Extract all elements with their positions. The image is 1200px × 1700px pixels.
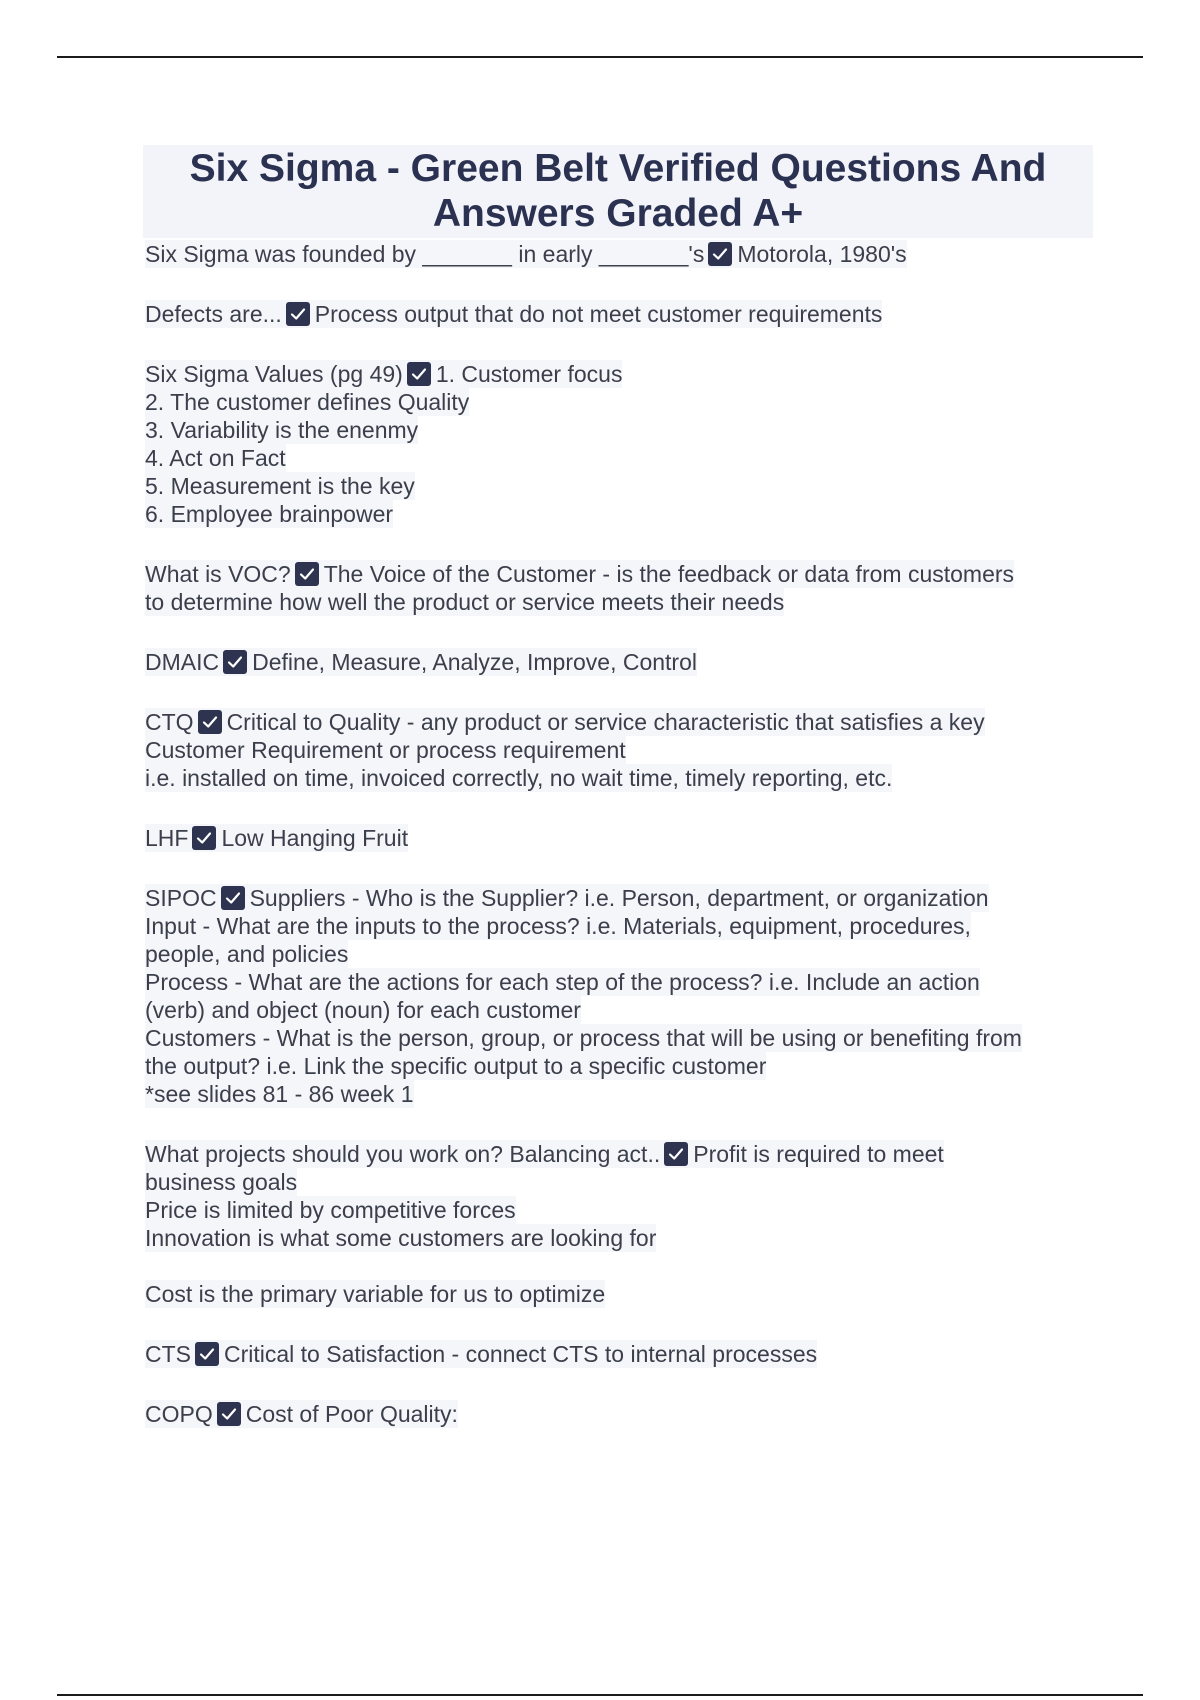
- answer-text: Suppliers - Who is the Supplier? i.e. Person, department, or organization: [249, 885, 989, 911]
- document-title: [143, 145, 1093, 236]
- checkmark-box-icon: [221, 886, 245, 910]
- qa-first-line: [145, 884, 989, 912]
- checkmark-box-icon: [295, 562, 319, 586]
- answer-text: Customers - What is the person, group, or process that will be using or benefiting from: [145, 1025, 1022, 1051]
- question-text: DMAIC: [145, 649, 220, 675]
- qa-entry: [145, 884, 1085, 1108]
- qa-entry: [145, 648, 1085, 676]
- qa-entry: [145, 360, 1085, 528]
- answer-text: Input - What are the inputs to the process? i.e. Materials, equipment, procedures,: [145, 913, 971, 939]
- checkmark-box-icon: [195, 1342, 219, 1366]
- answer-text: Critical to Satisfaction - connect CTS to internal processes: [224, 1341, 818, 1367]
- question-text: LHF: [145, 825, 189, 851]
- answer-text: Define, Measure, Analyze, Improve, Control: [252, 649, 697, 675]
- qa-list: [145, 240, 1085, 1460]
- qa-entry: [145, 560, 1085, 616]
- answer-text: 6. Employee brainpower: [145, 501, 394, 527]
- blank-line: [145, 1252, 1085, 1280]
- qa-first-line: [145, 1340, 817, 1368]
- question-text: COPQ: [145, 1401, 213, 1427]
- question-text: CTS: [145, 1341, 191, 1367]
- answer-text: Customer Requirement or process requirement: [145, 737, 626, 763]
- answer-text: Process output that do not meet customer requirements: [314, 301, 883, 327]
- answer-text: i.e. installed on time, invoiced correctly, no wait time, timely reporting, etc.: [145, 765, 893, 791]
- qa-first-line: [145, 648, 697, 676]
- qa-entry: [145, 1400, 1085, 1428]
- answer-text: 3. Variability is the enenmy: [145, 417, 419, 443]
- qa-entry: [145, 1140, 1085, 1308]
- checkmark-box-icon: [708, 242, 732, 266]
- answer-text: people, and policies: [145, 941, 349, 967]
- answer-text: Cost is the primary variable for us to optimize: [145, 1281, 606, 1307]
- question-text: Six Sigma Values (pg 49): [145, 361, 403, 387]
- qa-entry: [145, 824, 1085, 852]
- checkmark-box-icon: [192, 826, 216, 850]
- answer-text: 4. Act on Fact: [145, 445, 286, 471]
- title-line-2: Answers Graded A+: [432, 192, 804, 235]
- answer-text: to determine how well the product or service meets their needs: [145, 589, 785, 615]
- qa-first-line: [145, 708, 985, 736]
- question-text: What projects should you work on? Balancing act..: [145, 1141, 661, 1167]
- title-block: [143, 145, 1093, 238]
- qa-entry: [145, 1340, 1085, 1368]
- checkmark-box-icon: [664, 1142, 688, 1166]
- qa-first-line: [145, 240, 907, 268]
- qa-first-line: [145, 560, 1014, 588]
- answer-text: (verb) and object (noun) for each customer: [145, 997, 581, 1023]
- qa-entry: [145, 240, 1085, 268]
- question-text: What is VOC?: [145, 561, 291, 587]
- answer-text: Cost of Poor Quality:: [245, 1401, 458, 1427]
- checkmark-box-icon: [407, 362, 431, 386]
- answer-text: The Voice of the Customer - is the feedback or data from customers: [323, 561, 1015, 587]
- qa-first-line: [145, 1400, 458, 1428]
- question-text: Six Sigma was founded by _______ in early _______'s: [145, 241, 705, 267]
- checkmark-box-icon: [286, 302, 310, 326]
- answer-text: Process - What are the actions for each step of the process? i.e. Include an action: [145, 969, 980, 995]
- answer-text: business goals: [145, 1169, 298, 1195]
- question-text: SIPOC: [145, 885, 217, 911]
- qa-first-line: [145, 1140, 944, 1168]
- answer-text: 5. Measurement is the key: [145, 473, 415, 499]
- answer-text: Low Hanging Fruit: [221, 825, 409, 851]
- question-text: CTQ: [145, 709, 194, 735]
- checkmark-box-icon: [198, 710, 222, 734]
- answer-text: Critical to Quality - any product or service characteristic that satisfies a key: [226, 709, 985, 735]
- header-rule: [57, 56, 1143, 58]
- answer-text: Motorola, 1980's: [737, 241, 907, 267]
- qa-first-line: [145, 824, 408, 852]
- title-line-1: Six Sigma - Green Belt Verified Questions And: [189, 147, 1047, 190]
- footer-rule: [57, 1694, 1143, 1696]
- answer-text: 2. The customer defines Quality: [145, 389, 470, 415]
- answer-text: Price is limited by competitive forces: [145, 1197, 516, 1223]
- qa-first-line: [145, 300, 882, 328]
- qa-entry: [145, 708, 1085, 792]
- answer-text: the output? i.e. Link the specific output to a specific customer: [145, 1053, 767, 1079]
- checkmark-box-icon: [217, 1402, 241, 1426]
- qa-first-line: [145, 360, 622, 388]
- answer-text: Innovation is what some customers are looking for: [145, 1225, 657, 1251]
- qa-entry: [145, 300, 1085, 328]
- answer-text: 1. Customer focus: [435, 361, 623, 387]
- answer-text: Profit is required to meet: [693, 1141, 944, 1167]
- answer-text: *see slides 81 - 86 week 1: [145, 1081, 414, 1107]
- question-text: Defects are...: [145, 301, 282, 327]
- checkmark-box-icon: [223, 650, 247, 674]
